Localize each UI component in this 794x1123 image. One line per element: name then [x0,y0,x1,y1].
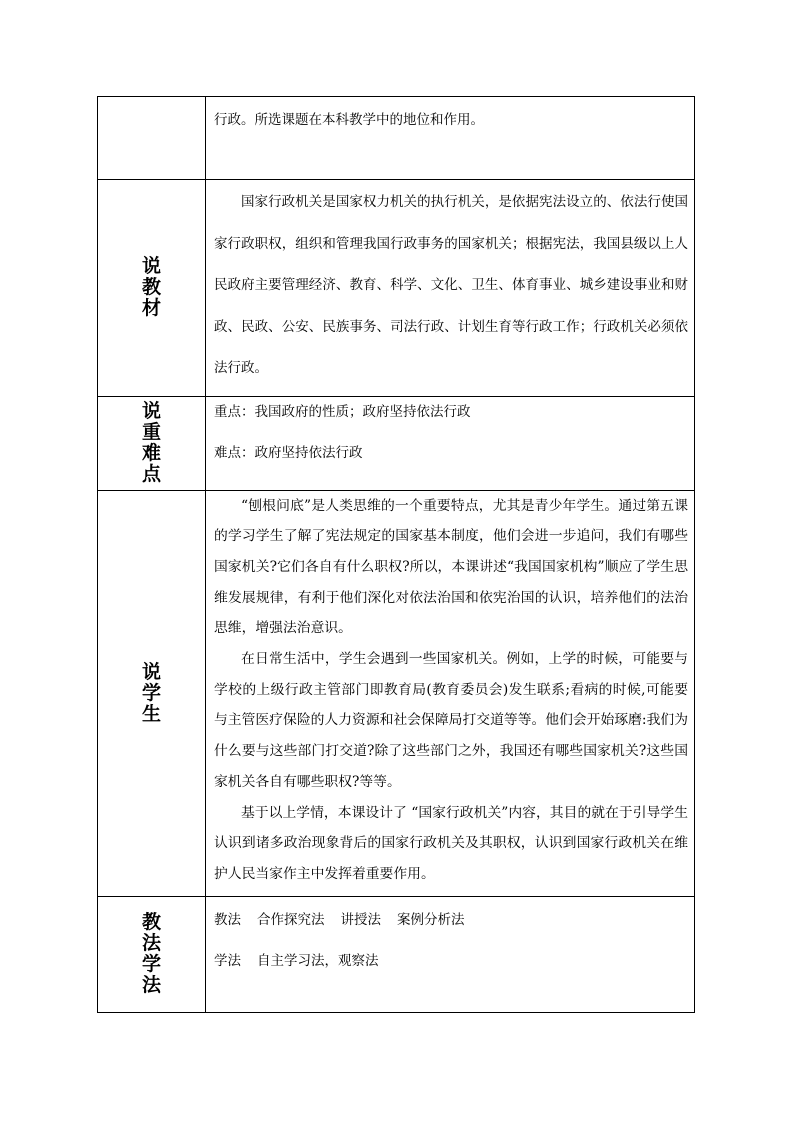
teaching-methods [214,909,688,931]
row-label-empty [98,97,206,180]
paragraph: 基于以上学情，本课设计了 “国家行政机关”内容，其目的就在于引导学生认识到诸多政治现象背后的国家行政机关及其职权，认识到国家行政机关在维护人民当家作主中发挥着重要作用。 [214,804,688,882]
table-row-methods [98,896,695,1012]
method-item: 合作探究法 [257,911,325,928]
row-content-students [206,490,695,896]
paragraph: 在日常生活中，学生会遇到一些国家机关。例如，上学的时候，可能要与学校的上级行政主管部门即教育局(教育委员会)发生联系;看病的时候,可能要与主管医疗保险的人力资源和社会保障局打交道等等。他们会开始琢磨:我们为什么要与这些部门打交道?除了这些部门之外，我国还有哪些国家机关?这些国家机关各自有哪些职权?等等。 [214,651,688,790]
row-content-key-points [206,396,695,490]
lesson-plan-table [97,96,695,1013]
row-content-continuation [206,97,695,180]
row-content-methods [206,896,695,1012]
table-row-textbook [98,180,695,397]
method-item: 自主学习法，观察法 [257,952,379,969]
table-row-students [98,490,695,896]
method-title: 学法 [214,952,241,969]
paragraph: “刨根问底”是人类思维的一个重要特点，尤其是青少年学生。通过第五课的学习学生了解了宪法规定的国家基本制度，他们会进一步追问，我们有哪些国家机关?它们各自有什么职权?所以，本课讲述“我国国家机构”顺应了学生思维发展规律，有利于他们深化对依法治国和依宪治国的认识，培养他们的法治思维，增强法治意识。 [214,497,688,637]
table-row-key-points [98,396,695,490]
difficulty-text: 难点：政府坚持依法行政 [214,444,363,461]
paragraph: 国家行政机关是国家权力机关的执行机关，是依据宪法设立的、依法行使国家行政职权，组织和管理我国行政事务的国家机关；根据宪法，我国县级以上人民政府主要管理经济、教育、科学、文化、卫生、体育事业、城乡建设事业和财政、民政、公安、民族事务、司法行政、计划生育等行政工作；行政机关必须依法行政。 [214,194,688,376]
key-point-text: 重点：我国政府的性质；政府坚持依法行政 [214,403,471,420]
row-label-textbook: 说 教 材 [98,180,206,397]
row-label-methods: 教 法 学 法 [98,896,206,1012]
row-content-textbook [206,180,695,397]
learning-methods [214,950,688,972]
paragraph: 行政。所选课题在本科教学中的地位和作用。 [214,112,484,128]
row-label-students: 说 学 生 [98,490,206,896]
method-title: 教法 [214,911,241,928]
method-item: 讲授法 [340,911,381,928]
table-row-continuation [98,97,695,180]
method-item: 案例分析法 [397,911,465,928]
row-label-key-points: 说 重 难 点 [98,396,206,490]
